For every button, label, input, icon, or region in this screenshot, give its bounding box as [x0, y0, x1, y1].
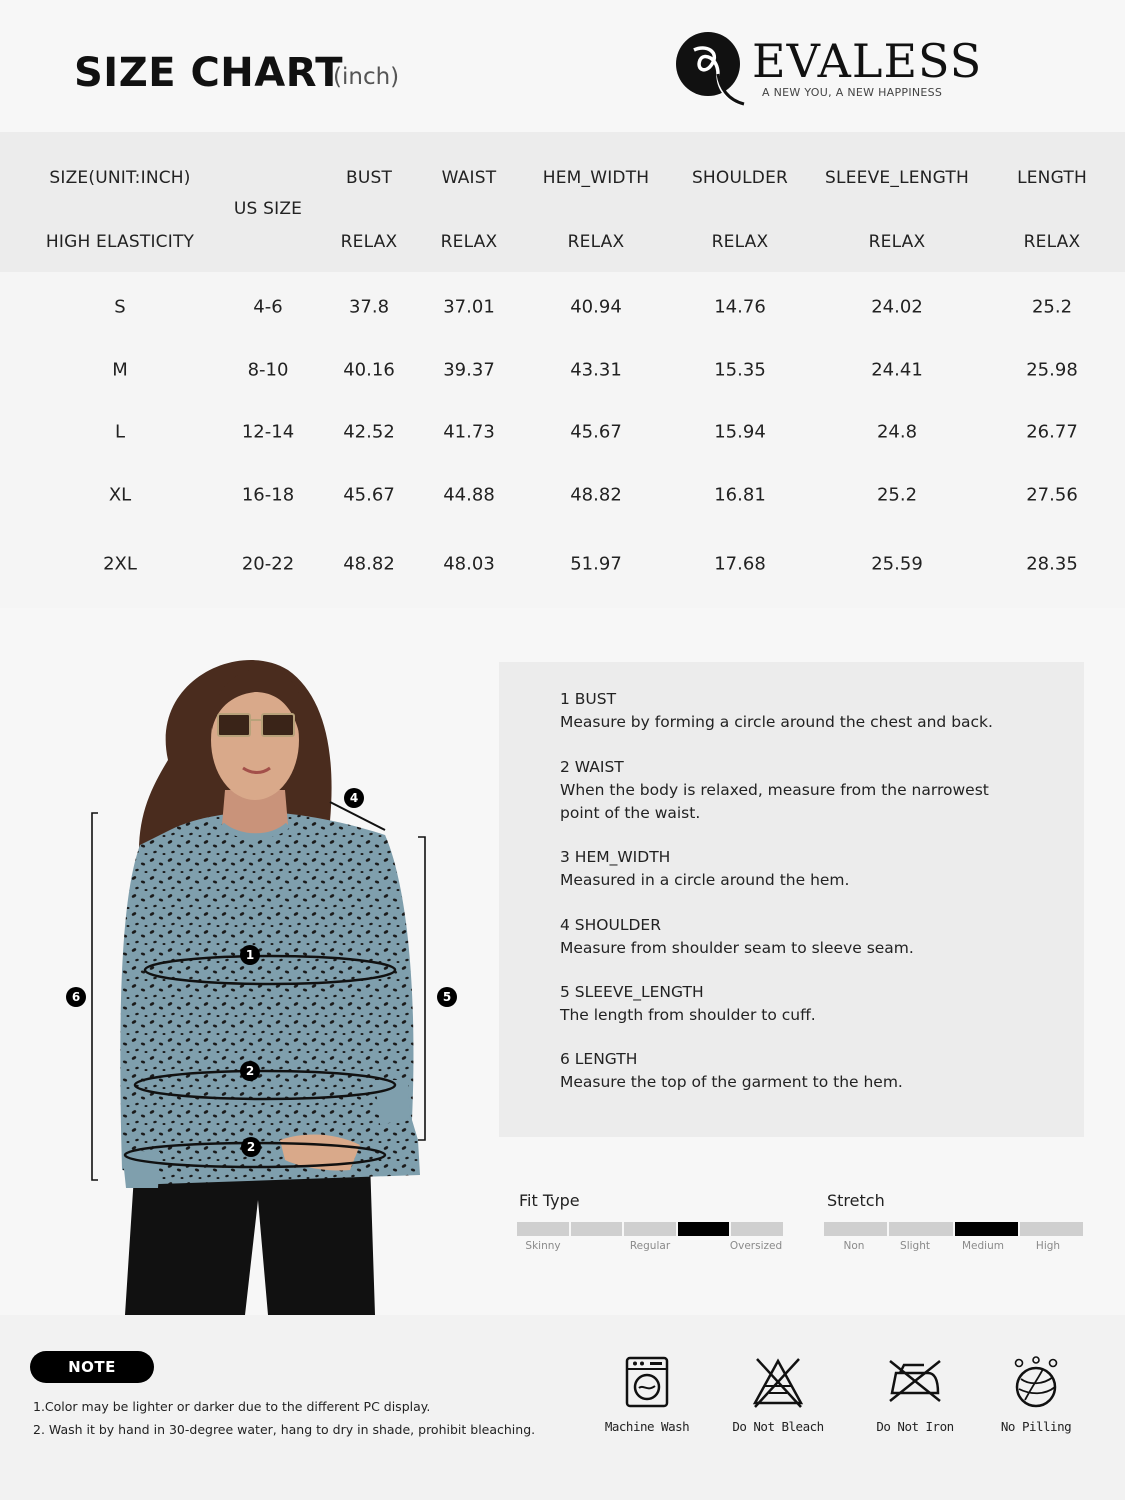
- cell-length: 28.35: [1026, 553, 1078, 575]
- cell-size: 2XL: [103, 553, 137, 575]
- length-marker: 6: [66, 987, 86, 1007]
- guide-hem-width: [560, 846, 1060, 892]
- guide-shoulder: [560, 914, 1060, 960]
- cell-size: M: [112, 359, 128, 381]
- stretch-label-medium: Medium: [962, 1240, 1004, 1252]
- header-us-size: US SIZE: [233, 199, 303, 219]
- cell-length: 26.77: [1026, 421, 1078, 443]
- sleeve-marker: 5: [437, 987, 457, 1007]
- header-relax: RELAX: [868, 232, 926, 252]
- care-label: Machine Wash: [604, 1419, 690, 1434]
- size-table: [0, 132, 1125, 608]
- fit-label-regular: Regular: [629, 1240, 671, 1252]
- guide-description: The length from shoulder to cuff.: [560, 1006, 816, 1024]
- cell-waist: 41.73: [443, 421, 495, 443]
- guide-heading: 6 LENGTH: [560, 1050, 638, 1068]
- notes-care-section: [0, 1315, 1125, 1500]
- fit-type-segment: [731, 1222, 783, 1236]
- cell-size: L: [114, 421, 126, 443]
- guide-description: Measure by forming a circle around the chest and back.: [560, 713, 993, 731]
- shoulder-marker: 4: [344, 788, 364, 808]
- stretch-label-high: High: [1035, 1240, 1061, 1252]
- guide-description: Measured in a circle around the hem.: [560, 871, 850, 889]
- model-illustration: [40, 640, 480, 1315]
- cell-sleeve-length: 24.8: [876, 421, 918, 443]
- guide-heading: 2 WAIST: [560, 758, 624, 776]
- fit-label-skinny: Skinny: [525, 1240, 561, 1252]
- table-body: [0, 272, 1125, 608]
- cell-us-size: 4-6: [253, 296, 283, 318]
- cell-sleeve-length: 25.2: [876, 484, 918, 506]
- guide-description: When the body is relaxed, measure from the narrowest point of the waist.: [560, 781, 989, 822]
- fit-type-segment: [624, 1222, 676, 1236]
- fit-type-segment: [571, 1222, 623, 1236]
- header-relax: RELAX: [1023, 232, 1081, 252]
- cell-waist: 37.01: [443, 296, 495, 318]
- header-relax: RELAX: [711, 232, 769, 252]
- stretch-title: Stretch: [827, 1191, 885, 1210]
- hem-marker: 2: [241, 1137, 261, 1157]
- cell-shoulder: 15.35: [714, 359, 766, 381]
- note-line-1: 1.Color may be lighter or darker due to the different PC display.: [33, 1399, 431, 1414]
- no-pilling-icon: [1009, 1355, 1063, 1411]
- cell-length: 27.56: [1026, 484, 1078, 506]
- fit-type-title: Fit Type: [519, 1191, 580, 1210]
- care-label: No Pilling: [1000, 1419, 1072, 1434]
- cell-shoulder: 16.81: [714, 484, 766, 506]
- cell-waist: 48.03: [443, 553, 495, 575]
- cell-length: 25.2: [1031, 296, 1073, 318]
- cell-hem-width: 48.82: [570, 484, 622, 506]
- do-not-iron-icon: [886, 1355, 944, 1405]
- guide-length: [560, 1048, 1060, 1094]
- cell-waist: 39.37: [443, 359, 495, 381]
- cell-sleeve-length: 24.41: [871, 359, 923, 381]
- fit-label-oversized: Oversized: [729, 1240, 783, 1252]
- care-label: Do Not Bleach: [732, 1419, 824, 1434]
- cell-shoulder: 14.76: [714, 296, 766, 318]
- cell-length: 25.98: [1026, 359, 1078, 381]
- header-waist: WAIST: [441, 168, 497, 188]
- title-unit: (inch): [333, 64, 400, 90]
- header-bust: BUST: [345, 168, 393, 188]
- header-hem-width: HEM_WIDTH: [542, 168, 650, 188]
- guide-description: Measure the top of the garment to the hem.: [560, 1073, 903, 1091]
- brand-tagline: A NEW YOU, A NEW HAPPINESS: [762, 86, 943, 99]
- do-not-bleach-icon: [751, 1355, 805, 1409]
- cell-us-size: 16-18: [241, 484, 295, 506]
- guide-waist: [560, 756, 1030, 825]
- bust-marker: 1: [240, 945, 260, 965]
- stretch-segment: [889, 1222, 952, 1236]
- care-do-not-bleach: [723, 1355, 833, 1445]
- header: [0, 0, 1125, 132]
- measure-guide: [499, 662, 1084, 1137]
- header-relax: RELAX: [440, 232, 498, 252]
- stretch-segment: [1020, 1222, 1083, 1236]
- model-figure: [40, 640, 480, 1315]
- note-line-2: 2. Wash it by hand in 30-degree water, hang to dry in shade, prohibit bleaching.: [33, 1422, 536, 1437]
- brand-logo-icon: [672, 30, 750, 108]
- guide-heading: 5 SLEEVE_LENGTH: [560, 983, 704, 1001]
- fit-type-segment: [517, 1222, 569, 1236]
- guide-sleeve-length: [560, 981, 1060, 1027]
- cell-bust: 37.8: [348, 296, 390, 318]
- header-size-unit: SIZE(UNIT:INCH): [49, 168, 191, 188]
- machine-wash-icon: [624, 1355, 670, 1409]
- header-sleeve-length: SLEEVE_LENGTH: [825, 168, 969, 188]
- cell-bust: 48.82: [343, 553, 395, 575]
- header-high-elasticity: HIGH ELASTICITY: [45, 232, 195, 252]
- cell-us-size: 8-10: [247, 359, 289, 381]
- cell-hem-width: 40.94: [570, 296, 622, 318]
- guide-bust: [560, 688, 1060, 734]
- stretch-segment: [955, 1222, 1018, 1236]
- guide-heading: 1 BUST: [560, 690, 617, 708]
- header-length: LENGTH: [1017, 168, 1087, 188]
- cell-bust: 42.52: [343, 421, 395, 443]
- page-title: SIZE CHART: [74, 50, 344, 96]
- cell-bust: 40.16: [343, 359, 395, 381]
- guide-heading: 3 HEM_WIDTH: [560, 848, 671, 866]
- guide-heading: 4 SHOULDER: [560, 916, 661, 934]
- header-relax: RELAX: [340, 232, 398, 252]
- care-do-not-iron: [860, 1355, 970, 1445]
- stretch-label-slight: Slight: [900, 1240, 930, 1252]
- cell-sleeve-length: 24.02: [871, 296, 923, 318]
- fit-type-segment: [678, 1222, 730, 1236]
- brand-name: EVALESS: [752, 34, 983, 88]
- cell-us-size: 12-14: [241, 421, 295, 443]
- stretch-label-non: Non: [843, 1240, 865, 1252]
- cell-hem-width: 45.67: [570, 421, 622, 443]
- cell-hem-width: 51.97: [570, 553, 622, 575]
- cell-waist: 44.88: [443, 484, 495, 506]
- cell-size: S: [114, 296, 126, 318]
- cell-us-size: 20-22: [241, 553, 295, 575]
- cell-bust: 45.67: [343, 484, 395, 506]
- waist-marker: 2: [240, 1061, 260, 1081]
- care-no-pilling: [981, 1355, 1091, 1445]
- header-relax: RELAX: [567, 232, 625, 252]
- cell-size: XL: [108, 484, 132, 506]
- stretch-segment: [824, 1222, 887, 1236]
- cell-hem-width: 43.31: [570, 359, 622, 381]
- header-shoulder: SHOULDER: [691, 168, 789, 188]
- care-label: Do Not Iron: [876, 1419, 954, 1434]
- cell-shoulder: 17.68: [714, 553, 766, 575]
- cell-sleeve-length: 25.59: [871, 553, 923, 575]
- care-machine-wash: [592, 1355, 702, 1445]
- guide-description: Measure from shoulder seam to sleeve seam.: [560, 939, 914, 957]
- note-badge: NOTE: [30, 1351, 154, 1383]
- cell-shoulder: 15.94: [714, 421, 766, 443]
